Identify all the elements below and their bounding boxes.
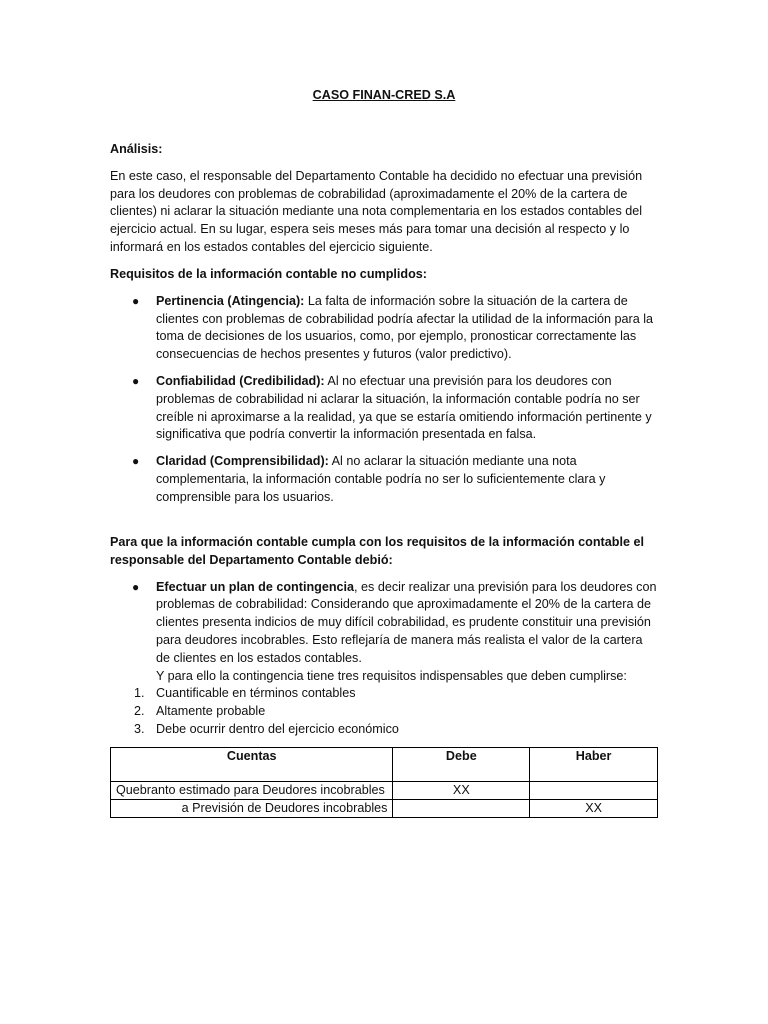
requirements-heading: Requisitos de la información contable no cumplidos: (110, 267, 427, 281)
table-row (111, 782, 658, 800)
solution-text: , es decir realizar una previsión para los deudores con problemas de cobrabilidad: Considerando que aproximadamente el 20% de la cartera de clientes presenta indicios de muy difícil cobrabilidad, es prudente constituir una previsión para deudores incobrables. Esto reflejaría de manera más realista el valor de la cartera de clientes en los estados contables. (156, 579, 657, 665)
header-cuentas: Cuentas (111, 748, 393, 782)
cell-debe: XX (393, 782, 530, 800)
requirement-item (110, 453, 658, 506)
analysis-paragraph: En este caso, el responsable del Departamento Contable ha decidido no efectuar una previsión para los deudores con problemas de cobrabilidad (aproximadamente el 20% de la cartera de clientes) ni aclarar la situación mediante una nota complementaria en los estados contables del ejercicio actual. En su lugar, espera seis meses más para tomar una decisión al respecto y lo informará en los estados contables del ejercicio siguiente. (110, 168, 643, 254)
contingency-requirements-list (110, 685, 658, 738)
list-text: Cuantificable en términos contables (156, 686, 356, 701)
solution-heading: Para que la información contable cumpla con los requisitos de la información contable el responsable del Departamento Contable debió: (110, 535, 644, 567)
analysis-heading: Análisis: (110, 142, 163, 156)
requirement-label: Claridad (Comprensibilidad): (156, 454, 329, 469)
requirement-label: Pertinencia (Atingencia): (156, 293, 305, 308)
header-haber: Haber (530, 748, 658, 782)
list-text: Altamente probable (156, 704, 266, 719)
bullet-icon: ● (132, 293, 140, 308)
requirement-item (110, 293, 658, 364)
solution-subtext: Y para ello la contingencia tiene tres requisitos indispensables que deben cumplirse: (156, 668, 627, 683)
list-text: Debe ocurrir dentro del ejercicio económico (156, 721, 399, 736)
solution-label: Efectuar un plan de contingencia (156, 579, 355, 594)
requirement-label: Confiabilidad (Credibilidad): (156, 373, 325, 388)
requirement-text: Al no efectuar una previsión para los deudores con problemas de cobrabilidad ni aclarar la situación, la información contable podría no ser creíble ni aproximarse a la realidad, ya que se estaría omitiendo información pertinente y significativa que podría convertir la información presentada en falsa. (156, 373, 652, 442)
bullet-icon: ● (132, 373, 140, 388)
contingency-requirement-item (110, 721, 658, 739)
requirements-section (110, 266, 658, 516)
analysis-section (110, 141, 658, 257)
bullet-icon: ● (132, 454, 140, 469)
requirement-text: Al no aclarar la situación mediante una nota complementaria, la información contable podría no ser lo suficientemente clara y comprensible para los usuarios. (156, 454, 606, 504)
requirements-list (110, 293, 658, 507)
requirement-item (110, 373, 658, 444)
bullet-icon: ● (132, 579, 140, 594)
document-title: CASO FINAN-CRED S.A (312, 88, 456, 102)
solution-item (110, 579, 658, 686)
cell-haber: XX (530, 800, 658, 818)
header-debe: Debe (393, 748, 530, 782)
cell-cuenta: Quebranto estimado para Deudores incobrables (111, 782, 393, 800)
solution-section (110, 534, 658, 739)
contingency-requirement-item (110, 703, 658, 721)
contingency-requirement-item (110, 685, 658, 703)
table-header-row (111, 748, 658, 782)
cell-haber (530, 782, 658, 800)
requirement-text: La falta de información sobre la situación de la cartera de clientes con problemas de cobrabilidad podría afectar la utilidad de la información para la toma de decisiones de los usuarios, como, por ejemplo, pronosticar correctamente las consecuencias de hechos presentes y futuros (valor predictivo). (156, 293, 654, 362)
table-row (111, 800, 658, 818)
solution-list (110, 579, 658, 686)
cell-debe (393, 800, 530, 818)
cell-cuenta: a Previsión de Deudores incobrables (111, 800, 393, 818)
list-number: 3. (134, 721, 145, 736)
list-number: 1. (134, 686, 145, 701)
list-number: 2. (134, 704, 145, 719)
journal-entry-table (110, 747, 658, 818)
